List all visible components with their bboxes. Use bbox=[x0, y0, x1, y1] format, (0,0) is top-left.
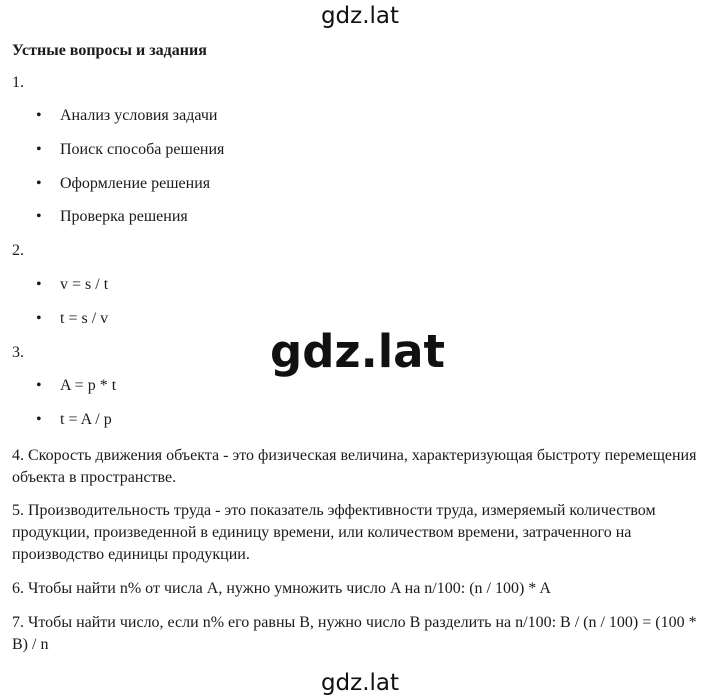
question-2-number: 2. bbox=[12, 242, 24, 259]
watermark-top: gdz.lat bbox=[320, 3, 400, 29]
bullet-icon: • bbox=[36, 310, 42, 327]
bullet-icon: • bbox=[36, 377, 42, 394]
list-item bbox=[36, 175, 210, 193]
bullet-icon: • bbox=[36, 208, 42, 225]
list-item-text: t = A / p bbox=[60, 411, 112, 428]
bullet-icon: • bbox=[36, 107, 42, 124]
list-item bbox=[36, 377, 116, 395]
list-item-text: Анализ условия задачи bbox=[60, 107, 218, 124]
bullet-icon: • bbox=[36, 141, 42, 158]
answer-4: 4. Скорость движения объекта - это физическая величина, характеризующая быстроту перемещения объекта в пространстве. bbox=[12, 447, 697, 486]
list-item bbox=[36, 208, 188, 226]
answer-7: 7. Чтобы найти число, если n% его равны B, нужно число B разделить на n/100: B / (n / 100) = (100 * B) / n bbox=[12, 614, 697, 653]
watermark-center: gdz.lat bbox=[270, 325, 446, 378]
list-item-text: Оформление решения bbox=[60, 175, 211, 192]
list-item-text: v = s / t bbox=[60, 276, 109, 293]
list-item-text: Поиск способа решения bbox=[60, 141, 225, 158]
list-item bbox=[36, 107, 217, 125]
list-item-text: t = s / v bbox=[60, 310, 109, 327]
list-item bbox=[36, 141, 224, 159]
list-item-text: Проверка решения bbox=[60, 208, 188, 225]
list-item-text: A = p * t bbox=[60, 377, 117, 394]
list-item bbox=[36, 411, 112, 429]
answer-6: 6. Чтобы найти n% от числа A, нужно умножить число A на n/100: (n / 100) * A bbox=[12, 580, 551, 597]
list-item bbox=[36, 276, 108, 294]
bullet-icon: • bbox=[36, 276, 42, 293]
question-1-number: 1. bbox=[12, 74, 24, 91]
answer-5: 5. Производительность труда - это показатель эффективности труда, измеряемый количеством продукции, произведенной в единицу времени, или количеством времени, затраченного на производство единицы продукции. bbox=[12, 502, 656, 563]
watermark-bottom: gdz.lat bbox=[320, 670, 400, 696]
list-item bbox=[36, 310, 108, 328]
bullet-icon: • bbox=[36, 411, 42, 428]
section-heading: Устные вопросы и задания bbox=[12, 42, 207, 59]
question-3-number: 3. bbox=[12, 344, 24, 361]
bullet-icon: • bbox=[36, 175, 42, 192]
